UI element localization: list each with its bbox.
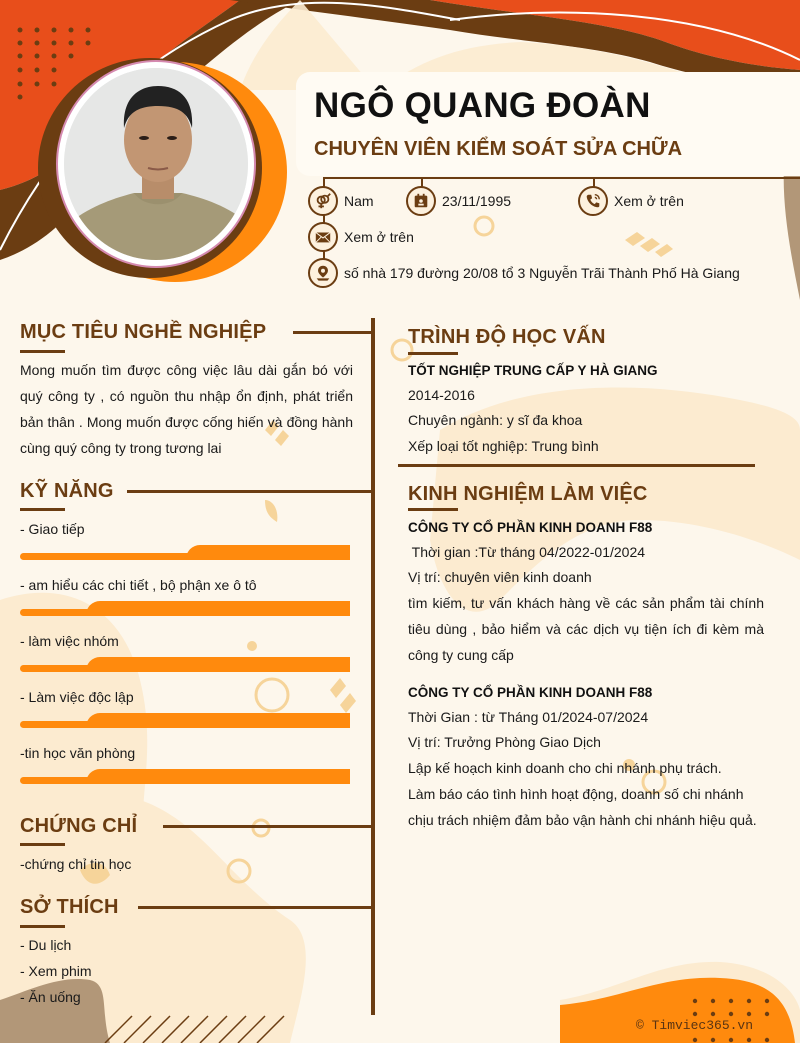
job-time: Thời gian :Từ tháng 04/2022-01/2024 <box>408 544 646 560</box>
section-underline <box>20 843 65 846</box>
skill-bar <box>20 713 350 728</box>
skills-connector <box>127 490 373 493</box>
candidate-name: NGÔ QUANG ĐOÀN <box>314 86 651 125</box>
education-school: TỐT NGHIỆP TRUNG CẤP Y HÀ GIANG <box>408 363 658 378</box>
gender-value: Nam <box>344 193 374 209</box>
skill-label: -tin học văn phòng <box>20 745 136 761</box>
hobby-item: - Ăn uống <box>20 989 81 1005</box>
phone-icon <box>578 186 608 216</box>
timeline-vertical-line <box>371 318 375 1015</box>
objective-connector <box>293 331 373 334</box>
job-position: Vị trí: chuyên viên kinh doanh <box>408 569 592 585</box>
skill-label: - am hiểu các chi tiết , bộ phận xe ô tô <box>20 577 257 593</box>
hobby-item: - Xem phim <box>20 963 92 979</box>
contact-birthday <box>406 186 511 216</box>
profile-photo <box>64 68 248 260</box>
gender-icon <box>308 186 338 216</box>
job-time: Thời Gian : từ Tháng 01/2024-07/2024 <box>408 709 649 725</box>
certificate-item: -chứng chỉ tin học <box>20 856 132 872</box>
birthday-value: 23/11/1995 <box>442 193 512 209</box>
skill-label: - làm việc nhóm <box>20 633 119 649</box>
email-value: Xem ở trên <box>344 229 414 245</box>
contact-divider <box>323 177 800 179</box>
skill-bar <box>20 601 350 616</box>
contact-phone <box>578 186 684 216</box>
skill-bar <box>20 769 350 784</box>
job-duty: Làm báo cáo tình hình hoạt động, doanh số chi nhánh <box>408 786 744 802</box>
hobbies-connector <box>138 906 373 909</box>
skill-label: - Giao tiếp <box>20 521 85 537</box>
contact-gender <box>308 186 374 216</box>
skills-title: KỸ NĂNG <box>20 480 114 502</box>
education-divider <box>398 464 755 467</box>
section-underline <box>20 508 65 511</box>
location-icon <box>308 258 338 288</box>
job-company: CÔNG TY CỔ PHẦN KINH DOANH F88 <box>408 520 653 535</box>
education-grade: Xếp loại tốt nghiệp: Trung bình <box>408 438 599 454</box>
skill-bar <box>20 545 350 560</box>
hobby-item: - Du lịch <box>20 937 72 953</box>
section-underline <box>408 508 458 511</box>
job-position: Vị trí: Trưởng Phòng Giao Dịch <box>408 734 601 750</box>
skill-label: - Làm việc độc lập <box>20 689 134 705</box>
email-icon <box>308 222 338 252</box>
job-company: CÔNG TY CỔ PHẦN KINH DOANH F88 <box>408 685 653 700</box>
contact-email <box>308 222 414 252</box>
job-description: tìm kiếm, tư vấn khách hàng về các sản phẩm tài chính tiêu dùng , bảo hiểm và các dịch vụ tiện ích đi kèm mà công ty cung cấp <box>408 595 764 663</box>
address-value: số nhà 179 đường 20/08 tổ 3 Nguyễn Trãi Thành Phố Hà Giang <box>344 265 740 281</box>
hobbies-title: SỞ THÍCH <box>20 896 119 918</box>
calendar-icon <box>406 186 436 216</box>
job-title: CHUYÊN VIÊN KIỂM SOÁT SỬA CHỮA <box>314 138 683 160</box>
job-duty: chịu trách nhiệm đảm bảo vận hành chi nhánh hiệu quả. <box>408 812 757 828</box>
education-title: TRÌNH ĐỘ HỌC VẤN <box>408 326 606 348</box>
section-underline <box>20 350 65 353</box>
certificates-title: CHỨNG CHỈ <box>20 815 138 837</box>
contact-address <box>308 258 740 288</box>
section-underline <box>408 352 458 355</box>
education-major: Chuyên ngành: y sĩ đa khoa <box>408 412 583 428</box>
avatar <box>56 60 256 268</box>
watermark: © Timviec365.vn <box>636 1018 754 1033</box>
education-period: 2014-2016 <box>408 387 475 403</box>
objective-title: MỤC TIÊU NGHỀ NGHIỆP <box>20 321 267 343</box>
experience-title: KINH NGHIỆM LÀM VIỆC <box>408 483 648 505</box>
certificates-connector <box>163 825 373 828</box>
skill-bar <box>20 657 350 672</box>
phone-value: Xem ở trên <box>614 193 684 209</box>
section-underline <box>20 925 65 928</box>
job-duty: Lập kế hoạch kinh doanh cho chi nhánh phụ trách. <box>408 760 722 776</box>
objective-text: Mong muốn tìm được công việc lâu dài gắn bó với quý công ty , có nguồn thu nhập ổn định, phát triển bản thân . Mong muốn được cống hiến và đồng hành cùng quý công ty trong tương lai <box>20 362 353 456</box>
